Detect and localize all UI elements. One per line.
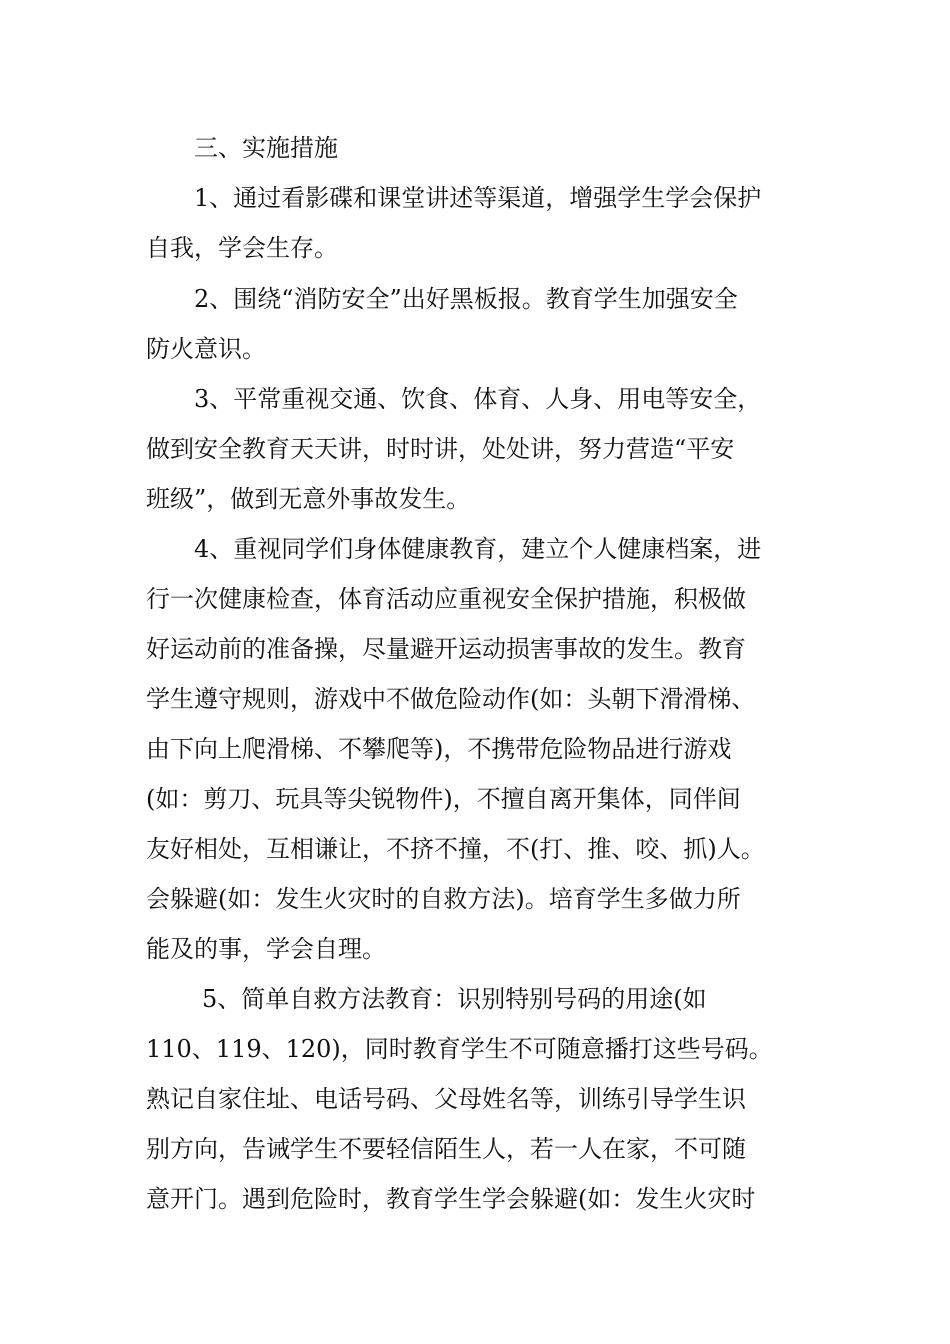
paragraph-2-line-1: 2、围绕“消防安全”出好黑板报。教育学生加强安全 <box>194 285 738 313</box>
paragraph-3-line-3: 班级”，做到无意外事故发生。 <box>146 485 471 513</box>
paragraph-4-line-2: 行一次健康检查，体育活动应重视安全保护措施，积极做 <box>146 585 746 613</box>
paragraph-2-line-2: 防火意识。 <box>146 335 266 363</box>
section-heading: 三、实施措施 <box>194 134 338 162</box>
paragraph-4-line-4: 学生遵守规则，游戏中不做危险动作(如：头朝下滑滑梯、 <box>146 685 756 713</box>
paragraph-1-line-2: 自我，学会生存。 <box>146 234 338 262</box>
paragraph-5-line-1: 5、简单自救方法教育：识别特别号码的用途(如 <box>202 985 707 1013</box>
paragraph-4-line-6: (如：剪刀、玩具等尖锐物件)，不擅自离开集体，同伴间 <box>146 785 741 813</box>
paragraph-4-line-3: 好运动前的准备操，尽量避开运动损害事故的发生。教育 <box>146 635 746 663</box>
paragraph-5-line-2: 110、119、120)，同时教育学生不可随意播打这些号码。 <box>146 1035 773 1063</box>
paragraph-3-line-1: 3、平常重视交通、饮食、体育、人身、用电等安全， <box>194 385 762 413</box>
paragraph-1-line-1: 1、通过看影碟和课堂讲述等渠道，增强学生学会保护 <box>194 184 762 212</box>
paragraph-4-line-5: 由下向上爬滑梯、不攀爬等)，不携带危险物品进行游戏 <box>146 735 732 763</box>
paragraph-5-line-3: 熟记自家住址、电话号码、父母姓名等，训练引导学生识 <box>146 1085 746 1113</box>
paragraph-4-line-9: 能及的事，学会自理。 <box>146 935 386 963</box>
paragraph-4-line-7: 友好相处，互相谦让，不挤不撞，不(打、推、咬、抓)人。 <box>146 835 765 863</box>
paragraph-5-line-5: 意开门。遇到危险时，教育学生学会躲避(如：发生火灾时 <box>146 1185 756 1213</box>
paragraph-4-line-1: 4、重视同学们身体健康教育，建立个人健康档案，进 <box>194 535 762 563</box>
paragraph-5-line-4: 别方向，告诫学生不要轻信陌生人，若一人在家，不可随 <box>146 1135 746 1163</box>
paragraph-3-line-2: 做到安全教育天天讲，时时讲，处处讲，努力营造“平安 <box>146 435 735 463</box>
paragraph-4-line-8: 会躲避(如：发生火灾时的自救方法)。培育学生多做力所 <box>146 885 741 913</box>
